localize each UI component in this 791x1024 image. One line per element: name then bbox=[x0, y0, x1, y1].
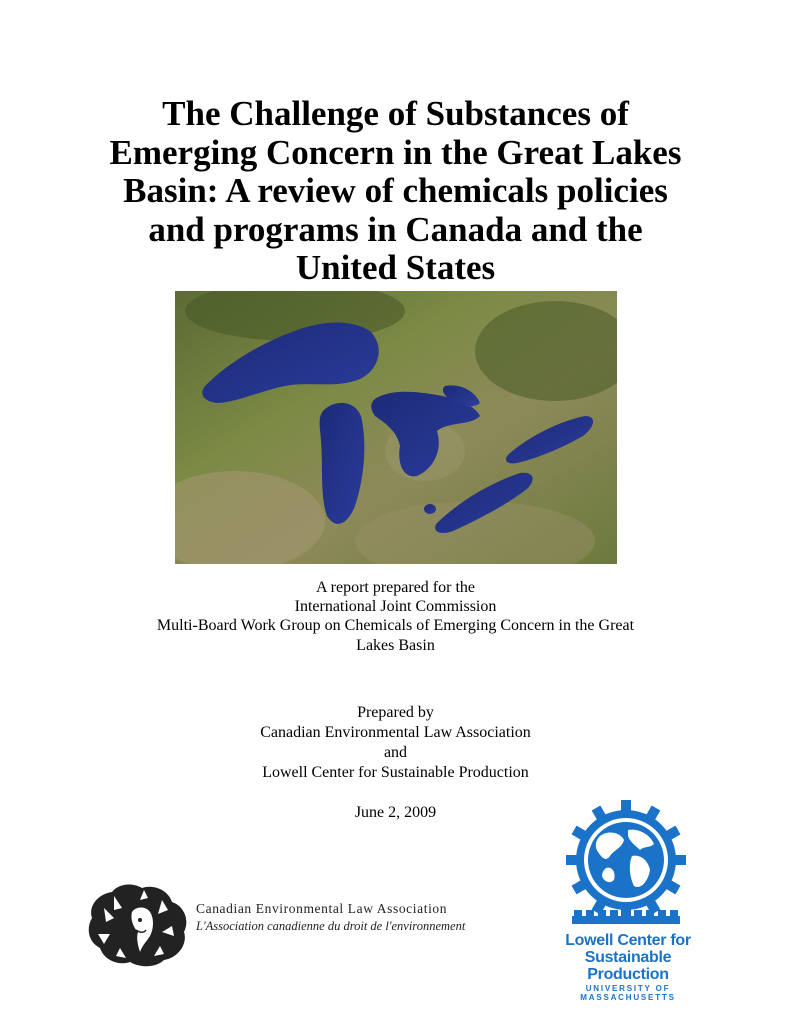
title-line: Basin: A review of chemicals policies bbox=[123, 171, 668, 210]
cela-name-french: L'Association canadienne du droit de l'environnement bbox=[196, 919, 466, 933]
report-title bbox=[60, 95, 731, 288]
recipient-line: Multi-Board Work Group on Chemicals of Emerging Concern in the Great bbox=[156, 617, 635, 635]
prepared-by-conjunction: and bbox=[383, 744, 408, 761]
cela-face-leaves-logo bbox=[84, 878, 194, 970]
gear-globe-logo bbox=[566, 800, 686, 932]
title-line: The Challenge of Substances of bbox=[162, 94, 629, 133]
recipient-line: A report prepared for the bbox=[315, 579, 476, 596]
great-lakes-satellite-image bbox=[175, 291, 617, 564]
title-line: Emerging Concern in the Great Lakes bbox=[109, 132, 682, 172]
lowell-name-line1: Lowell Center for bbox=[565, 932, 691, 949]
title-line: United States bbox=[295, 248, 496, 287]
prepared-by-label: Prepared by bbox=[357, 704, 434, 721]
prepared-by-org: Canadian Environmental Law Association bbox=[260, 724, 531, 741]
cela-logo-text bbox=[196, 901, 526, 934]
lowell-name-line2: Sustainable Production bbox=[584, 949, 672, 983]
prepared-by-block bbox=[60, 703, 731, 783]
lowell-university: UNIVERSITY OF MASSACHUSETTS bbox=[580, 984, 676, 1002]
report-recipient bbox=[60, 578, 731, 655]
lowell-logo-text bbox=[548, 932, 708, 1002]
title-line: and programs in Canada and the bbox=[148, 209, 643, 249]
report-date: June 2, 2009 bbox=[354, 804, 437, 821]
recipient-line: Lakes Basin bbox=[356, 636, 435, 654]
recipient-line: International Joint Commission bbox=[294, 598, 497, 616]
prepared-by-org: Lowell Center for Sustainable Production bbox=[262, 764, 529, 781]
cela-name: Canadian Environmental Law Association bbox=[196, 901, 448, 916]
